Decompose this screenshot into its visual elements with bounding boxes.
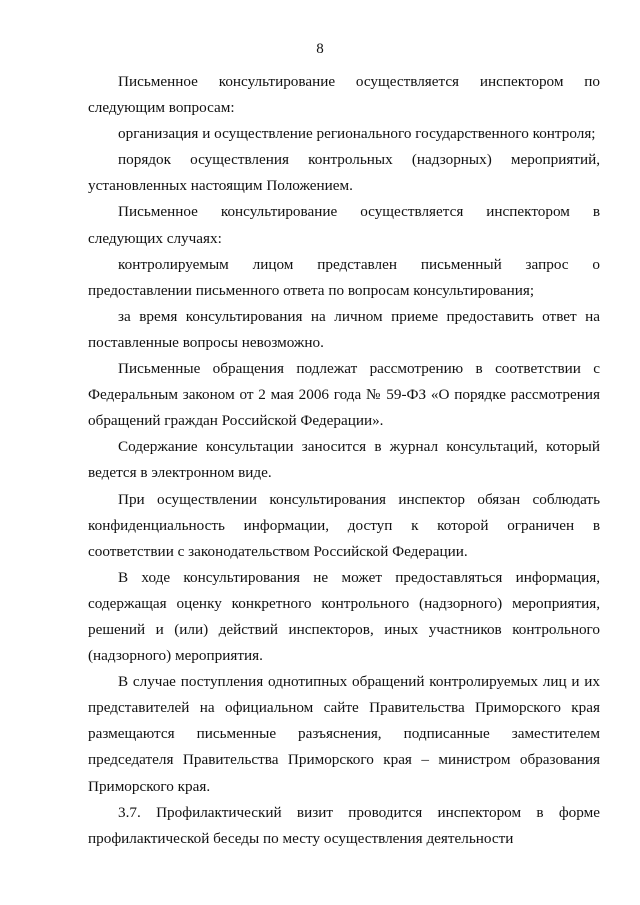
paragraph-confidentiality: При осуществлении консультирования инспектор обязан соблюдать конфиденциальность информации, доступ к которой ограничен в соответствии с законодательством Российской Федерации. [88, 490, 600, 560]
paragraph-written-consultation-cases: Письменное консультирование осуществляется инспектором в следующих случаях: [88, 203, 600, 247]
paragraph-written-clarifications: В случае поступления однотипных обращений контролируемых лиц и их представителей на официальном сайте Правительства Приморского края размещаются письменные разъяснения, подписанные заместителем председателя Правительства Приморского края – министром образования Приморского края. [88, 673, 600, 795]
document-body [88, 69, 600, 852]
paragraph-restricted-information: В ходе консультирования не может предоставляться информация, содержащая оценку конкретного контрольного (надзорного) мероприятия, решений и (или) действий инспекторов, иных участников контрольного (надзорного) мероприятия. [88, 568, 600, 665]
paragraph-written-request: контролируемым лицом представлен письменный запрос о предоставлении письменного ответа по вопросам консультирования; [88, 255, 600, 299]
paragraph-control-procedure: порядок осуществления контрольных (надзорных) мероприятий, установленных настоящим Положением. [88, 151, 600, 195]
paragraph-regional-control: организация и осуществление регионального государственного контроля; [118, 125, 596, 143]
paragraph-written-consultation-topics: Письменное консультирование осуществляется инспектором по следующим вопросам: [88, 73, 600, 117]
page-number: 8 [316, 41, 324, 57]
paragraph-consultation-journal: Содержание консультации заносится в журнал консультаций, который ведется в электронном виде. [88, 438, 600, 482]
paragraph-preventive-visit: 3.7. Профилактический визит проводится инспектором в форме профилактической беседы по месту осуществления деятельности [88, 803, 600, 847]
paragraph-federal-law: Письменные обращения подлежат рассмотрению в соответствии с Федеральным законом от 2 мая 2006 года № 59-ФЗ «О порядке рассмотрения обращений граждан Российской Федерации». [88, 360, 600, 430]
paragraph-impossible-answer: за время консультирования на личном приеме предоставить ответ на поставленные вопросы невозможно. [88, 307, 600, 351]
